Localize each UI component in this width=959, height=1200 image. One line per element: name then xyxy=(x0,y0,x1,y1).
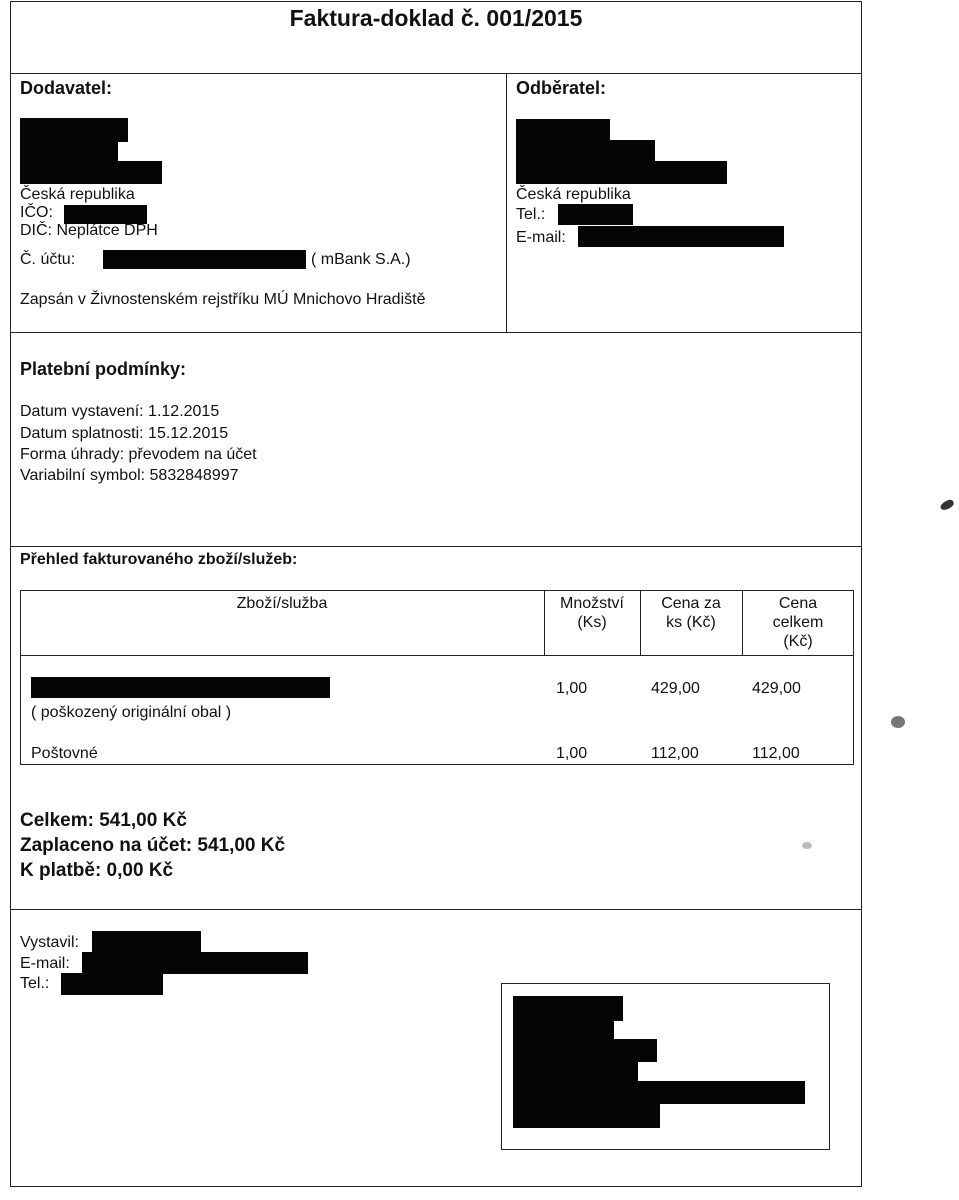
supplier-dic: DIČ: Neplátce DPH xyxy=(20,222,158,239)
supplier-account-label: Č. účtu: xyxy=(20,251,76,268)
customer-country: Česká republika xyxy=(516,186,631,203)
column-header-qty xyxy=(544,594,640,632)
invoice-title: Faktura-doklad č. 001/2015 xyxy=(289,5,583,31)
payment-issue-date: Datum vystavení: 1.12.2015 xyxy=(20,403,220,420)
column-header-qty-line-1: Množství xyxy=(559,595,624,612)
stamp-redaction-2 xyxy=(513,1019,614,1041)
item-total: 112,00 xyxy=(752,745,800,762)
item-note: ( poškozený originální obal ) xyxy=(31,704,232,721)
item-unit-price: 429,00 xyxy=(651,680,700,697)
issuer-tel-label: Tel.: xyxy=(20,975,50,992)
column-header-unit-price-line-1: Cena za xyxy=(661,595,721,612)
supplier-bank: ( mBank S.A.) xyxy=(311,251,411,268)
amount-to-pay: K platbě: 0,00 Kč xyxy=(20,860,174,881)
column-header-unit-price-line-2: ks (Kč) xyxy=(666,614,716,631)
item-qty: 1,00 xyxy=(556,680,588,697)
item-name: Poštovné xyxy=(31,745,98,762)
items-table-header-divider xyxy=(20,655,854,656)
payment-heading: Platební podmínky: xyxy=(20,359,187,379)
column-header-qty-line-2: (Ks) xyxy=(577,614,607,631)
issued-by-label: Vystavil: xyxy=(20,934,79,951)
column-header-item: Zboží/služba xyxy=(236,595,328,612)
customer-heading: Odběratel: xyxy=(516,78,607,98)
stamp-redaction-3 xyxy=(513,1039,657,1062)
column-header-total xyxy=(742,594,854,651)
item-qty: 1,00 xyxy=(556,745,588,762)
issuer-email-redaction xyxy=(82,952,308,974)
supplier-ico-label: IČO: xyxy=(20,204,53,221)
column-header-total-line-2: celkem xyxy=(772,614,824,631)
stamp-redaction-5 xyxy=(513,1081,805,1104)
column-header-total-line-3: (Kč) xyxy=(783,633,813,650)
customer-city-redaction xyxy=(516,161,727,184)
supplier-city-redaction xyxy=(20,161,162,184)
supplier-name-redaction xyxy=(20,118,128,142)
item-total: 429,00 xyxy=(752,680,801,697)
customer-email-label: E-mail: xyxy=(516,229,566,246)
divider-parties-vertical xyxy=(506,73,507,333)
column-header-unit-price xyxy=(640,594,742,632)
paid-amount: Zaplaceno na účet: 541,00 Kč xyxy=(20,835,286,856)
payment-due-date: Datum splatnosti: 15.12.2015 xyxy=(20,425,229,442)
issued-by-redaction xyxy=(92,931,201,953)
stamp-redaction-4 xyxy=(513,1060,638,1083)
payment-method: Forma úhrady: převodem na účet xyxy=(20,446,257,463)
scan-speck xyxy=(891,716,905,728)
stamp-redaction-6 xyxy=(513,1102,660,1128)
customer-email-redaction xyxy=(578,226,784,247)
divider-header xyxy=(10,73,862,74)
supplier-account-redaction xyxy=(103,250,306,269)
scan-speck xyxy=(939,498,955,511)
supplier-registry: Zapsán v Živnostenském rejstříku MÚ Mnichovo Hradiště xyxy=(20,291,426,308)
item-name-redaction xyxy=(31,677,330,698)
item-unit-price: 112,00 xyxy=(651,745,699,762)
items-heading: Přehled fakturovaného zboží/služeb: xyxy=(20,551,298,568)
customer-tel-redaction xyxy=(558,204,633,225)
total-amount: Celkem: 541,00 Kč xyxy=(20,810,187,831)
issuer-tel-redaction xyxy=(61,973,163,995)
supplier-country: Česká republika xyxy=(20,186,135,203)
issuer-email-label: E-mail: xyxy=(20,955,70,972)
payment-variable-symbol: Variabilní symbol: 5832848997 xyxy=(20,467,239,484)
supplier-heading: Dodavatel: xyxy=(20,78,113,98)
customer-tel-label: Tel.: xyxy=(516,206,546,223)
divider-parties xyxy=(10,332,862,333)
column-header-total-line-1: Cena xyxy=(778,595,818,612)
scan-speck xyxy=(802,842,812,849)
stamp-redaction-1 xyxy=(513,996,623,1021)
divider-totals xyxy=(10,909,862,910)
divider-payment xyxy=(10,546,862,547)
